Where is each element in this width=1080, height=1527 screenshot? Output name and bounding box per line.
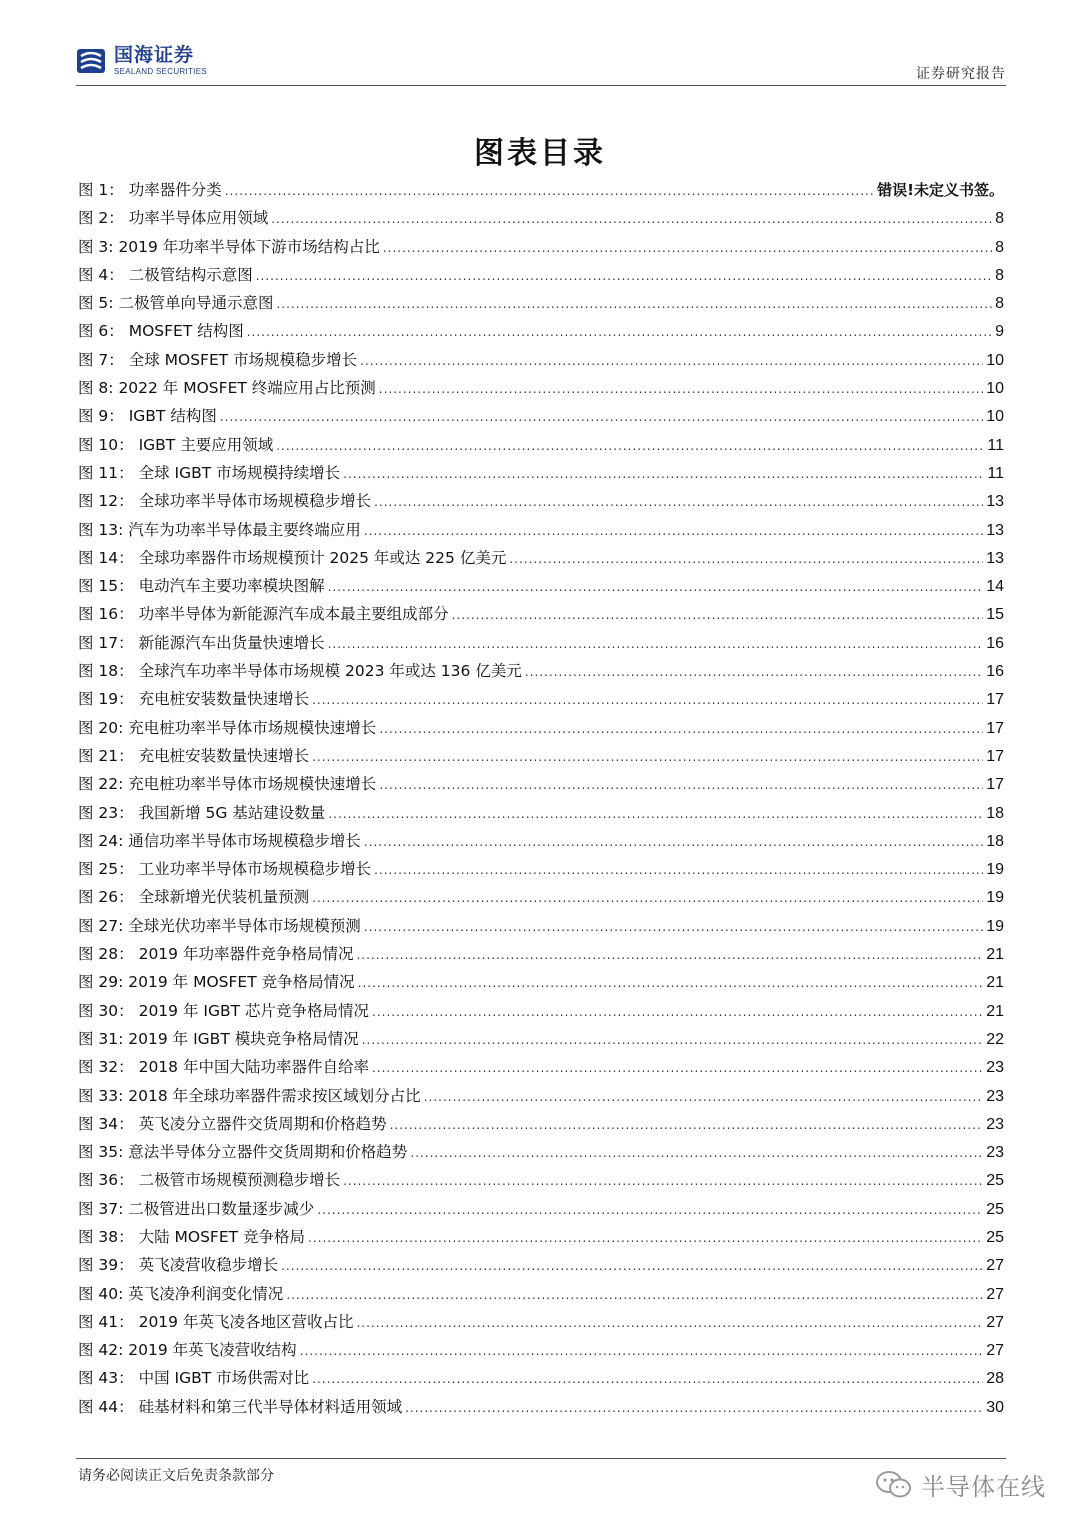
toc-page-number: 23 xyxy=(986,1059,1004,1077)
toc-dot-leader xyxy=(410,1146,983,1160)
toc-entry[interactable] xyxy=(78,631,1004,659)
toc-dot-leader xyxy=(379,778,983,792)
toc-entry[interactable] xyxy=(78,1395,1004,1423)
toc-dot-leader xyxy=(452,608,984,622)
toc-dot-leader xyxy=(225,184,874,198)
toc-entry-label: 图 21： 充电桩安装数量快速增长 xyxy=(78,746,310,765)
toc-entry[interactable] xyxy=(78,263,1004,291)
toc-dot-leader xyxy=(372,1061,983,1075)
toc-entry[interactable] xyxy=(78,206,1004,234)
toc-entry[interactable] xyxy=(78,999,1004,1027)
toc-entry-label: 图 26： 全球新增光伏装机量预测 xyxy=(78,888,310,907)
toc-entry-label: 图 13: 汽车为功率半导体最主要终端应用 xyxy=(78,520,361,539)
toc-dot-leader xyxy=(405,1401,983,1415)
toc-entry-label: 图 39： 英飞凌营收稳步增长 xyxy=(78,1256,279,1275)
page-footer xyxy=(76,1458,1046,1501)
toc-entry-label: 图 34： 英飞凌分立器件交货周期和价格趋势 xyxy=(78,1114,387,1133)
toc-entry[interactable] xyxy=(78,178,1004,206)
figure-list xyxy=(78,178,1004,1423)
toc-entry-label: 图 31: 2019 年 IGBT 模块竞争格局情况 xyxy=(78,1029,359,1048)
toc-entry-label: 图 36： 二极管市场规模预测稳步增长 xyxy=(78,1171,341,1190)
toc-page-number: 11 xyxy=(987,464,1004,482)
toc-entry-label: 图 43： 中国 IGBT 市场供需对比 xyxy=(78,1369,310,1388)
toc-page-number: 8 xyxy=(995,238,1004,256)
toc-dot-leader xyxy=(372,1005,983,1019)
toc-page-number: 17 xyxy=(986,691,1004,709)
toc-page-number: 30 xyxy=(986,1398,1004,1416)
toc-page-number: 11 xyxy=(987,436,1004,454)
toc-dot-leader xyxy=(374,495,983,509)
toc-dot-leader xyxy=(328,637,984,651)
toc-entry-label: 图 3: 2019 年功率半导体下游市场结构占比 xyxy=(78,237,380,256)
toc-page-number: 13 xyxy=(986,521,1004,539)
toc-dot-leader xyxy=(390,1118,984,1132)
toc-entry-label: 图 24: 通信功率半导体市场规模稳步增长 xyxy=(78,831,361,850)
toc-entry-label: 图 23： 我国新增 5G 基站建设数量 xyxy=(78,803,326,822)
toc-dot-leader xyxy=(256,269,992,283)
disclaimer-note: 请务必阅读正文后免责条款部分 xyxy=(78,1468,274,1484)
toc-page-number: 13 xyxy=(986,493,1004,511)
toc-entry[interactable] xyxy=(78,1366,1004,1394)
toc-entry[interactable] xyxy=(78,744,1004,772)
toc-dot-leader xyxy=(358,976,984,990)
toc-page-number: 27 xyxy=(986,1285,1004,1303)
toc-entry-label: 图 14： 全球功率器件市场规模预计 2025 年或达 225 亿美元 xyxy=(78,548,507,567)
toc-entry[interactable] xyxy=(78,461,1004,489)
toc-dot-leader xyxy=(300,1344,984,1358)
toc-entry[interactable] xyxy=(78,1084,1004,1112)
toc-entry-label: 图 16： 功率半导体为新能源汽车成本最主要组成部分 xyxy=(78,605,449,624)
page-header xyxy=(76,44,1006,86)
header-divider xyxy=(76,85,1006,86)
toc-dot-leader xyxy=(525,665,983,679)
toc-entry[interactable] xyxy=(78,772,1004,800)
toc-dot-leader xyxy=(312,891,983,905)
toc-entry-label: 图 19： 充电桩安装数量快速增长 xyxy=(78,690,310,709)
toc-entry[interactable] xyxy=(78,602,1004,630)
toc-page-number: 19 xyxy=(986,889,1004,907)
toc-entry[interactable] xyxy=(78,348,1004,376)
toc-entry-label: 图 4： 二极管结构示意图 xyxy=(78,265,253,284)
toc-page-number: 22 xyxy=(986,1030,1004,1048)
toc-page-number: 23 xyxy=(986,1087,1004,1105)
toc-page-number: 10 xyxy=(986,408,1004,426)
toc-page-number: 10 xyxy=(986,351,1004,369)
watermark xyxy=(875,1467,1046,1502)
toc-entry[interactable] xyxy=(78,1055,1004,1083)
toc-dot-leader xyxy=(379,722,983,736)
toc-dot-leader xyxy=(308,1231,983,1245)
toc-entry[interactable] xyxy=(78,716,1004,744)
toc-entry-label: 图 33: 2018 年全球功率器件需求按区域划分占比 xyxy=(78,1086,421,1105)
toc-entry-label: 图 18： 全球汽车功率半导体市场规模 2023 年或达 136 亿美元 xyxy=(78,662,522,681)
toc-entry[interactable] xyxy=(78,546,1004,574)
toc-entry[interactable] xyxy=(78,914,1004,942)
toc-dot-leader xyxy=(276,439,984,453)
toc-entry[interactable] xyxy=(78,1112,1004,1140)
toc-page-number: 21 xyxy=(986,946,1004,964)
toc-entry-label: 图 27: 全球光伏功率半导体市场规模预测 xyxy=(78,916,361,935)
toc-entry[interactable] xyxy=(78,574,1004,602)
toc-page-number: 9 xyxy=(995,323,1004,341)
toc-page-number: 27 xyxy=(986,1257,1004,1275)
toc-page-number: 8 xyxy=(995,210,1004,228)
toc-dot-leader xyxy=(312,693,983,707)
toc-page-number: 25 xyxy=(986,1228,1004,1246)
toc-dot-leader xyxy=(364,920,983,934)
toc-dot-leader xyxy=(383,241,992,255)
sealand-logo-icon xyxy=(76,46,106,76)
toc-page-number: 23 xyxy=(986,1115,1004,1133)
toc-entry-label: 图 2： 功率半导体应用领域 xyxy=(78,209,269,228)
toc-entry[interactable] xyxy=(78,1253,1004,1281)
toc-entry-label: 图 30： 2019 年 IGBT 芯片竞争格局情况 xyxy=(78,1001,369,1020)
toc-entry-label: 图 20: 充电桩功率半导体市场规模快速增长 xyxy=(78,718,377,737)
toc-page-number: 27 xyxy=(986,1313,1004,1331)
toc-entry[interactable] xyxy=(78,942,1004,970)
toc-page-number: 28 xyxy=(986,1370,1004,1388)
toc-dot-leader xyxy=(362,1033,983,1047)
toc-page-number: 17 xyxy=(986,719,1004,737)
toc-entry[interactable] xyxy=(78,659,1004,687)
wechat-icon xyxy=(875,1470,913,1500)
toc-entry-label: 图 40: 英飞凌净利润变化情况 xyxy=(78,1284,284,1303)
toc-entry[interactable] xyxy=(78,1338,1004,1366)
toc-page-number: 21 xyxy=(986,974,1004,992)
toc-dot-leader xyxy=(276,297,992,311)
logo-chinese-name: 国海证券 xyxy=(114,44,195,66)
toc-dot-leader xyxy=(374,863,983,877)
toc-page-number: 16 xyxy=(986,634,1004,652)
toc-page-number: 25 xyxy=(986,1200,1004,1218)
toc-entry[interactable] xyxy=(78,829,1004,857)
toc-entry-label: 图 42: 2019 年英飞凌营收结构 xyxy=(78,1341,297,1360)
toc-entry[interactable] xyxy=(78,1197,1004,1225)
toc-entry-label: 图 15： 电动汽车主要功率模块图解 xyxy=(78,577,325,596)
toc-entry-label: 图 10： IGBT 主要应用领域 xyxy=(78,435,274,454)
toc-page-number: 18 xyxy=(986,832,1004,850)
toc-entry-label: 图 5: 二极管单向导通示意图 xyxy=(78,294,274,313)
toc-page-number: 10 xyxy=(986,380,1004,398)
toc-entry[interactable] xyxy=(78,687,1004,715)
toc-dot-leader xyxy=(379,382,983,396)
toc-entry-label: 图 41： 2019 年英飞凌各地区营收占比 xyxy=(78,1312,354,1331)
toc-dot-leader xyxy=(328,807,983,821)
toc-entry-label: 图 7： 全球 MOSFET 市场规模稳步增长 xyxy=(78,350,358,369)
toc-page-number: 19 xyxy=(986,917,1004,935)
toc-entry[interactable] xyxy=(78,970,1004,998)
toc-entry-label: 图 6： MOSFET 结构图 xyxy=(78,322,244,341)
company-logo xyxy=(76,46,207,76)
toc-dot-leader xyxy=(509,552,983,566)
toc-dot-leader xyxy=(286,1288,983,1302)
toc-entry[interactable] xyxy=(78,885,1004,913)
toc-dot-leader xyxy=(356,948,983,962)
toc-page-number: 18 xyxy=(986,804,1004,822)
toc-entry-label: 图 22: 充电桩功率半导体市场规模快速增长 xyxy=(78,775,377,794)
toc-entry-label: 图 1： 功率器件分类 xyxy=(78,181,222,199)
toc-dot-leader xyxy=(356,1316,983,1330)
toc-entry-label: 图 11： 全球 IGBT 市场规模持续增长 xyxy=(78,463,341,482)
toc-entry[interactable] xyxy=(78,518,1004,546)
toc-dot-leader xyxy=(220,410,983,424)
toc-dot-leader xyxy=(424,1090,984,1104)
toc-page-number: 13 xyxy=(986,549,1004,567)
toc-entry[interactable] xyxy=(78,433,1004,461)
toc-page-number: 14 xyxy=(986,578,1004,596)
toc-entry-label: 图 17： 新能源汽车出货量快速增长 xyxy=(78,633,325,652)
toc-page-number: 15 xyxy=(986,606,1004,624)
toc-dot-leader xyxy=(343,467,984,481)
toc-dot-leader xyxy=(343,1174,983,1188)
toc-page-number: 23 xyxy=(986,1144,1004,1162)
toc-page-number: 16 xyxy=(986,663,1004,681)
toc-dot-leader xyxy=(312,750,983,764)
toc-entry[interactable] xyxy=(78,376,1004,404)
toc-entry[interactable] xyxy=(78,235,1004,263)
toc-entry-label: 图 9： IGBT 结构图 xyxy=(78,407,217,426)
toc-entry[interactable] xyxy=(78,489,1004,517)
toc-dot-leader xyxy=(360,354,983,368)
toc-entry[interactable] xyxy=(78,1310,1004,1338)
toc-entry-label: 图 8: 2022 年 MOSFET 终端应用占比预测 xyxy=(78,379,376,398)
toc-dot-leader xyxy=(281,1259,983,1273)
toc-entry-label: 图 25： 工业功率半导体市场规模稳步增长 xyxy=(78,860,372,879)
logo-english-name: SEALAND SECURITIES xyxy=(114,67,207,76)
toc-entry[interactable] xyxy=(78,1225,1004,1253)
toc-page-number: 21 xyxy=(986,1002,1004,1020)
toc-entry[interactable] xyxy=(78,404,1004,432)
toc-entry-label: 图 12： 全球功率半导体市场规模稳步增长 xyxy=(78,492,372,511)
toc-page-number: 27 xyxy=(986,1342,1004,1360)
toc-entry[interactable] xyxy=(78,291,1004,319)
toc-entry[interactable] xyxy=(78,319,1004,347)
toc-dot-leader xyxy=(317,1203,983,1217)
toc-dot-leader xyxy=(328,580,984,594)
toc-dot-leader xyxy=(364,524,983,538)
toc-dot-leader xyxy=(364,835,983,849)
toc-page-number: 错误!未定义书签。 xyxy=(877,181,1004,199)
toc-dot-leader xyxy=(312,1372,983,1386)
report-type: 证券研究报告 xyxy=(916,66,1006,82)
toc-page-number: 8 xyxy=(995,295,1004,313)
toc-page-number: 19 xyxy=(986,861,1004,879)
toc-entry[interactable] xyxy=(78,1027,1004,1055)
toc-entry-label: 图 32： 2018 年中国大陆功率器件自给率 xyxy=(78,1058,369,1077)
page-title: 图表目录 xyxy=(474,136,606,171)
toc-entry-label: 图 29: 2019 年 MOSFET 竞争格局情况 xyxy=(78,973,355,992)
toc-entry[interactable] xyxy=(78,1282,1004,1310)
toc-page-number: 17 xyxy=(986,776,1004,794)
toc-entry-label: 图 38： 大陆 MOSFET 竞争格局 xyxy=(78,1227,306,1246)
toc-entry-label: 图 44： 硅基材料和第三代半导体材料适用领域 xyxy=(78,1397,403,1416)
toc-dot-leader xyxy=(271,212,992,226)
toc-entry[interactable] xyxy=(78,857,1004,885)
toc-entry-label: 图 35: 意法半导体分立器件交货周期和价格趋势 xyxy=(78,1143,408,1162)
toc-entry[interactable] xyxy=(78,801,1004,829)
toc-dot-leader xyxy=(247,325,992,339)
toc-page-number: 25 xyxy=(986,1172,1004,1190)
toc-entry[interactable] xyxy=(78,1140,1004,1168)
toc-entry-label: 图 28： 2019 年功率器件竞争格局情况 xyxy=(78,945,354,964)
toc-entry-label: 图 37: 二极管进出口数量逐步减少 xyxy=(78,1199,315,1218)
toc-page-number: 8 xyxy=(995,266,1004,284)
watermark-text: 半导体在线 xyxy=(921,1473,1046,1501)
toc-page-number: 17 xyxy=(986,747,1004,765)
toc-entry[interactable] xyxy=(78,1168,1004,1196)
